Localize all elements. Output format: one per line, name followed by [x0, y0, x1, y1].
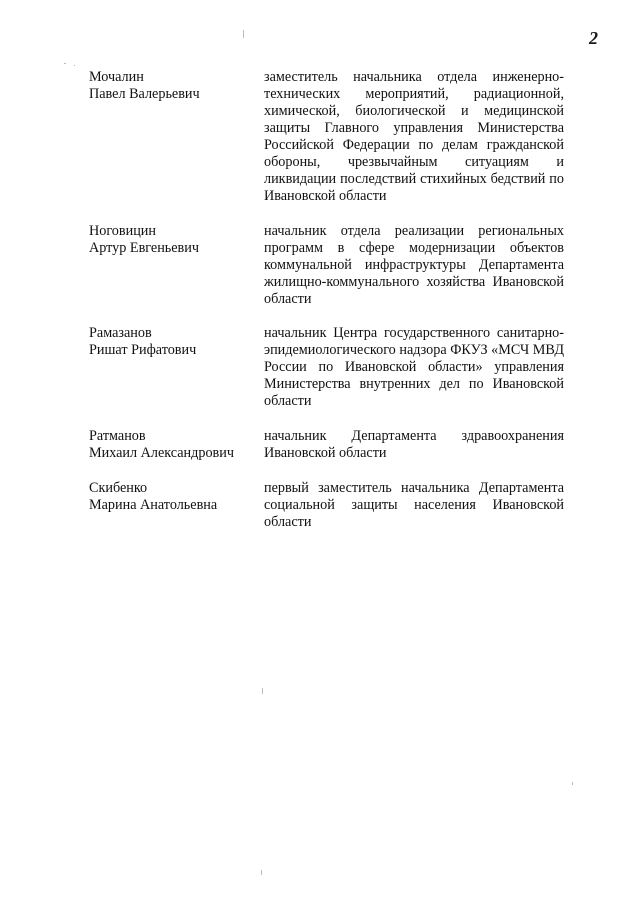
scan-speck [572, 782, 573, 785]
person-position: начальник Центра государственного санитарно-эпидемиологического надзора ФКУЗ «МСЧ МВД России по Ивановской области» управления Министерства внутренних дел по Ивановской области [264, 325, 564, 409]
person-surname: Ратманов [89, 428, 146, 444]
person-given-names: Артур Евгеньевич [89, 240, 199, 256]
person-name [89, 223, 254, 257]
person-surname: Скибенко [89, 480, 148, 496]
person-position: начальник Департамента здравоохранения Ивановской области [264, 428, 564, 461]
person-name [89, 325, 254, 359]
person-given-names: Михаил Александрович [89, 445, 234, 461]
person-given-names: Павел Валерьевич [89, 86, 200, 102]
person-surname: Ноговицин [89, 223, 156, 239]
person-surname: Мочалин [89, 69, 144, 85]
scan-speck [261, 870, 262, 875]
person-given-names: Ришат Рифатович [89, 342, 197, 358]
scan-speck [74, 65, 75, 66]
scan-speck [64, 63, 66, 64]
person-position: первый заместитель начальника Департамента социальной защиты населения Ивановской области [264, 480, 564, 530]
person-name [89, 480, 254, 514]
person-name [89, 428, 254, 462]
person-name [89, 69, 254, 103]
page-number: 2 [589, 28, 598, 48]
scan-speck [243, 30, 244, 38]
person-given-names: Марина Анатольевна [89, 497, 218, 513]
person-surname: Рамазанов [89, 325, 152, 341]
person-position: заместитель начальника отдела инженерно-технических мероприятий, радиационной, химической, биологической и медицинской защиты Главного управления Министерства Российской Федерации по делам гражданской обороны, чрезвычайным ситуациям и ликвидации последствий стихийных бедствий по Ивановской области [264, 69, 564, 204]
scan-speck [262, 688, 263, 694]
person-position: начальник отдела реализации региональных программ в сфере модернизации объектов коммунальной инфраструктуры Департамента жилищно-коммунального хозяйства Ивановской области [264, 223, 564, 307]
